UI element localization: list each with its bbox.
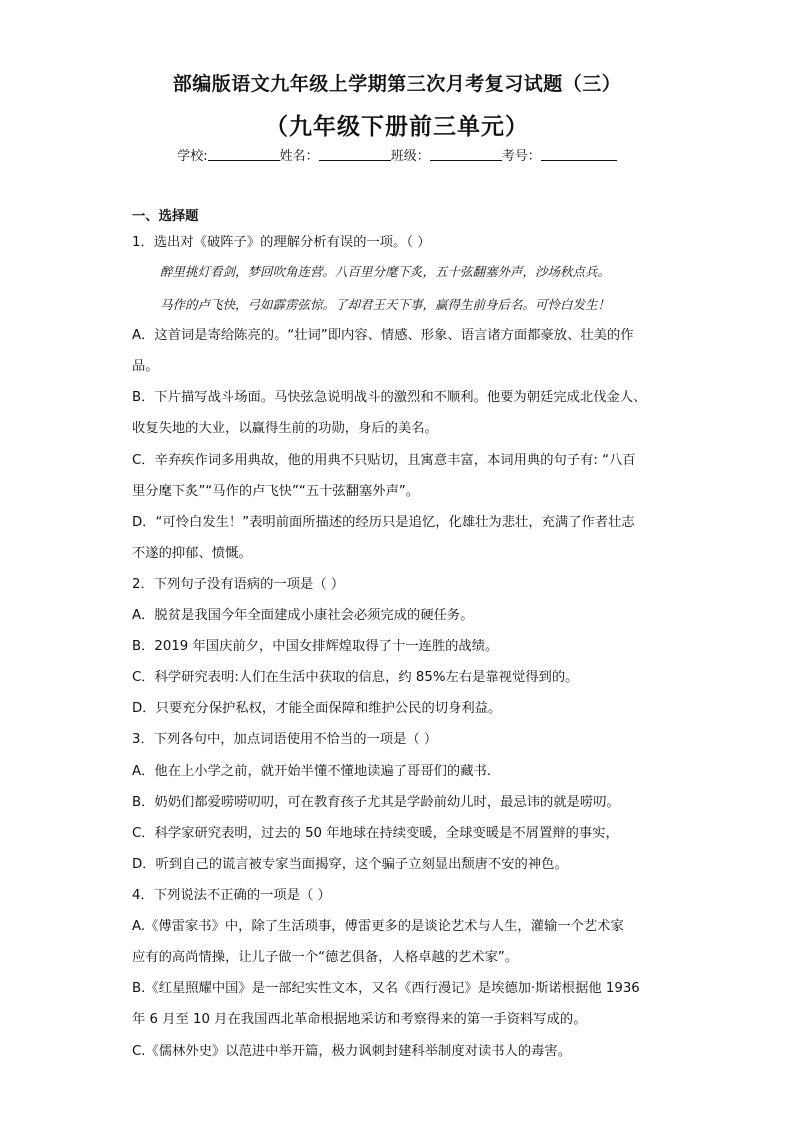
student-info-line [0,145,794,164]
question-3-stem: 3．下列各句中，加点词语使用不恰当的一项是（ ） [132,732,438,747]
poem-line-1: 醉里挑灯看剑，梦回吹角连营。八百里分麾下炙，五十弦翻塞外声，沙场秋点兵。 [160,264,611,279]
exam-subtitle: （九年级下册前三单元） [265,114,529,140]
q1-option-a-line-1: A．这首词是寄给陈亮的。“壮词”即内容、情感、形象、语言诸方面都豪放、壮美的作 [132,328,634,343]
question-4-stem: 4．下列说法不正确的一项是（ ） [132,888,331,903]
q1-option-b-line-2: 收复失地的大业，以赢得生前的功勋，身后的美名。 [132,421,438,436]
question-2-stem: 2．下列句子没有语病的一项是（ ） [132,577,345,592]
q2-option-a: A．脱贫是我国今年全面建成小康社会必须完成的硬任务。 [132,608,474,623]
name-blank[interactable] [319,148,391,161]
exam-number-blank[interactable] [541,148,617,161]
q1-option-d-line-1: D．“可怜白发生！”表明前面所描述的经历只是追忆，化雄壮为悲壮，充满了作者壮志 [132,515,635,530]
q1-option-c-line-1: C．辛弃疾作词多用典故，他的用典不只贴切，且寓意丰富，本词用典的句子有: “八百 [132,453,636,468]
class-label: 班级： [390,149,430,164]
q4-option-c: C.《儒林外史》以范进中举开篇，极力讽刺封建科举制度对读书人的毒害。 [132,1044,572,1059]
q3-option-a: A．他在上小学之前，就开始半懂不懂地读遍了哥哥们的藏书. [132,764,492,779]
question-1-stem: 1．选出对《破阵子》的理解分析有误的一项。（ ） [132,235,431,250]
school-blank[interactable] [208,148,280,161]
poem-line-2: 马作的卢飞快，弓如霹雳弦惊。了却君王天下事，赢得生前身后名。可怜白发生！ [160,297,611,312]
q4-option-b-line-1: B.《红星照耀中国》是一部纪实性文本，又名《西行漫记》是埃德加·斯诺根据他 1936 [132,981,640,996]
exam-title: 部编版语文九年级上学期第三次月考复习试题（三） [172,73,622,95]
q1-option-a-line-2: 品。 [132,359,159,374]
q4-option-a-line-2: 应有的高尚情操，让儿子做一个“德艺俱备，人格卓越的艺术家”。 [132,950,519,965]
q3-option-c: C．科学家研究表明，过去的 50 年地球在持续变暖，全球变暖是不屑置辩的事实， [132,826,619,841]
q1-option-d-line-2: 不遂的抑郁、愤慨。 [132,546,252,561]
q4-option-a-line-1: A.《傅雷家书》中，除了生活琐事，傅雷更多的是谈论艺术与人生，灌输一个艺术家 [132,919,624,934]
q4-option-b-line-2: 年 6 月至 10 月在我国西北革命根据地采访和考察得来的第一手资料写成的。 [132,1012,587,1027]
q2-option-d: D．只要充分保护私权，才能全面保障和维护公民的切身利益。 [132,701,502,716]
school-label: 学校: [177,149,208,164]
name-label: 姓名： [279,149,319,164]
q3-option-d: D．听到自己的谎言被专家当面揭穿，这个骗子立刻显出颓唐不安的神色。 [132,857,568,872]
q2-option-c: C．科学研究表明:人们在生活中获取的信息，约 85%左右是靠视觉得到的。 [132,670,579,685]
section-heading: 一、选择题 [132,209,199,224]
q2-option-b: B．2019 年国庆前夕，中国女排辉煌取得了十一连胜的战绩。 [132,639,499,654]
q3-option-b: B．奶奶们都爱唠唠叨叨，可在教育孩子尤其是学龄前幼儿时，最忌讳的就是唠叨。 [132,795,620,810]
exam-number-label: 考号： [501,149,541,164]
q1-option-c-line-2: 里分麾下炙”“马作的卢飞快”“五十弦翻塞外声”。 [132,484,420,499]
q1-option-b-line-1: B．下片描写战斗场面。马快弦急说明战斗的激烈和不顺利。他要为朝廷完成北伐金人、 [132,390,647,405]
class-blank[interactable] [430,148,502,161]
